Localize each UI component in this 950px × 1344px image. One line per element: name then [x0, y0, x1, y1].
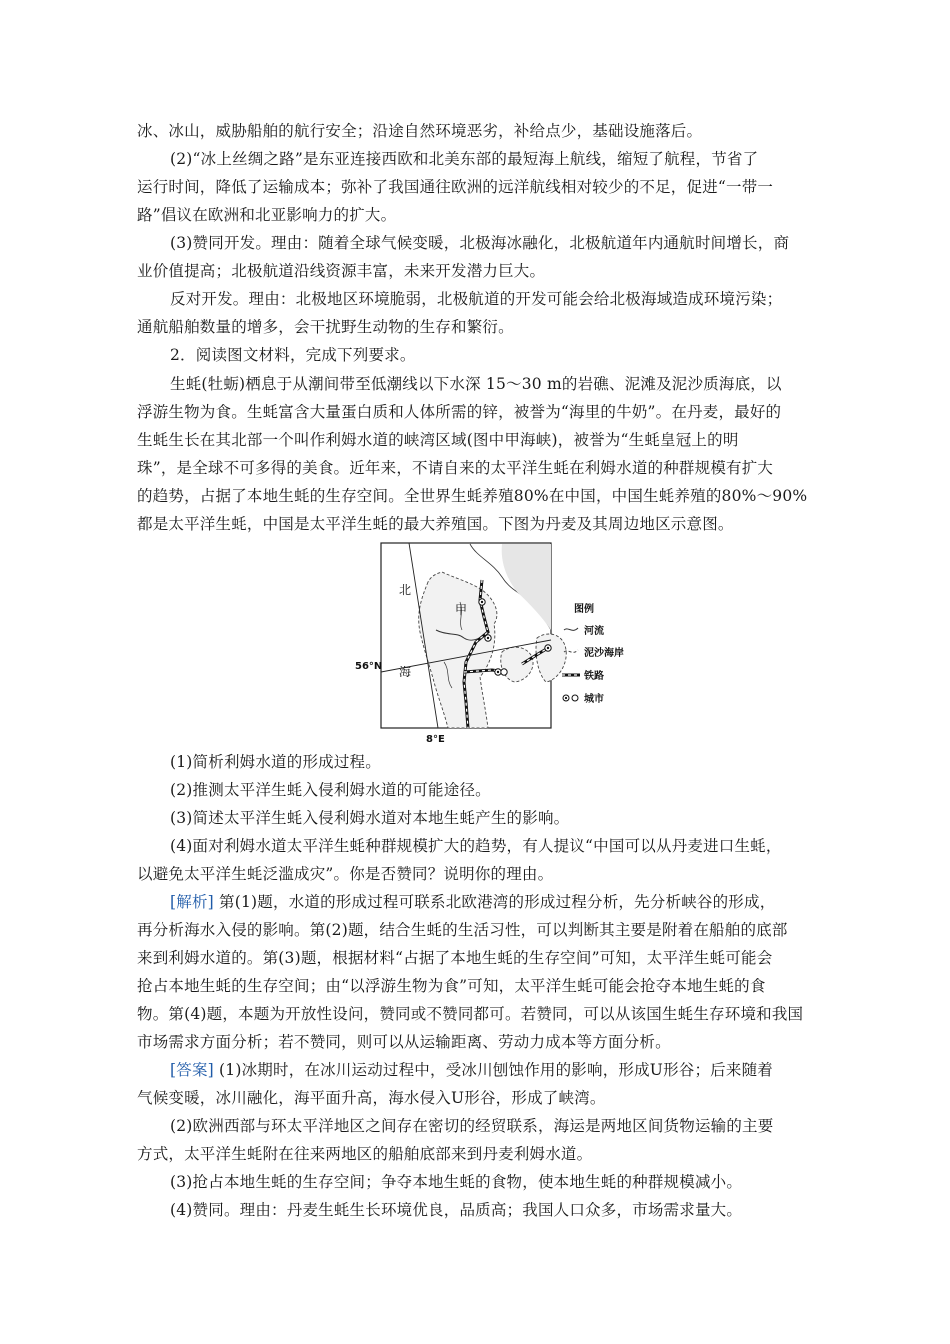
text-line: 物。第(4)题，本题为开放性设问，赞同或不赞同都可。若赞同，可以从该国生蚝生存环境和我国	[137, 1005, 804, 1023]
text-line: 生蚝(牡蛎)栖息于从潮间带至低潮线以下水深 15～30 m的岩礁、泥滩及泥沙质海底，以	[170, 375, 782, 393]
answer-text: (1)冰期时，在冰川运动过程中，受冰川刨蚀作用的影响，形成U形谷；后来随着	[219, 1061, 773, 1079]
analysis-text: 第(1)题，水道的形成过程可联系北欧港湾的形成过程分析，先分析峡谷的形成，	[219, 893, 776, 911]
longitude-label: 8°E	[426, 734, 445, 745]
text-line: 冰、冰山，威胁船舶的航行安全；沿途自然环境恶劣，补给点少，基础设施落后。	[137, 122, 703, 140]
text-line: (2)“冰上丝绸之路”是东亚连接西欧和北美东部的最短海上航线，缩短了航程，节省了	[170, 150, 759, 168]
text-line: 生蚝生长在其北部一个叫作利姆水道的峡湾区域(图中甲海峡)，被誉为“生蚝皇冠上的明	[137, 431, 739, 449]
answer-tag: [答案]	[170, 1061, 214, 1079]
text-line: 路”倡议在欧洲和北亚影响力的扩大。	[137, 206, 397, 224]
text-line: (3)赞同开发。理由：随着全球气候变暖，北极海冰融化，北极航道年内通航时间增长，商	[170, 234, 790, 252]
text-line: 以避免太平洋生蚝泛滥成灾”。你是否赞同？说明你的理由。	[137, 865, 554, 883]
text-line: 珠”，是全球不可多得的美食。近年来，不请自来的太平洋生蚝在利姆水道的种群规模有扩大	[137, 459, 774, 477]
legend-label: 铁路	[584, 671, 604, 682]
text-line: 再分析海水入侵的影响。第(2)题，结合生蚝的生活习性，可以判断其主要是附着在船舶的底部	[137, 921, 788, 939]
legend-label: 河流	[584, 626, 604, 637]
sub-question: (4)面对利姆水道太平洋生蚝种群规模扩大的趋势，有人提议“中国可以从丹麦进口生蚝，	[170, 837, 782, 855]
sub-question: (2)推测太平洋生蚝入侵利姆水道的可能途径。	[170, 781, 491, 799]
text-line: 反对开发。理由：北极地区环境脆弱，北极航道的开发可能会给北极海域造成环境污染；	[170, 290, 783, 308]
text-line: (3)抢占本地生蚝的生存空间；争夺本地生蚝的食物，使本地生蚝的种群规模减小。	[170, 1173, 743, 1191]
text-line: 的趋势，占据了本地生蚝的生存空间。全世界生蚝养殖80%在中国，中国生蚝养殖的80%～90%	[137, 487, 808, 505]
question-heading: 2．阅读图文材料，完成下列要求。	[170, 346, 416, 364]
latitude-label: 56°N	[355, 661, 383, 672]
text-line: 方式，太平洋生蚝附在往来两地区的船舶底部来到丹麦利姆水道。	[137, 1145, 593, 1163]
legend-title: 图例	[574, 604, 594, 615]
text-line: 气候变暖，冰川融化，海平面升高，海水侵入U形谷，形成了峡湾。	[137, 1089, 606, 1107]
analysis-line	[170, 891, 823, 913]
text-line: (2)欧洲西部与环太平洋地区之间存在密切的经贸联系，海运是两地区间货物运输的主要	[170, 1117, 774, 1135]
text-line: 抢占本地生蚝的生存空间；由“以浮游生物为食”可知，太平洋生蚝可能会抢夺本地生蚝的食	[137, 977, 766, 995]
sea-label: 北	[399, 583, 412, 597]
legend-label: 城市	[584, 694, 604, 705]
analysis-tag: [解析]	[170, 893, 214, 911]
sub-question: (1)简析利姆水道的形成过程。	[170, 753, 381, 771]
answer-line	[170, 1059, 823, 1081]
sea-label: 海	[399, 665, 412, 679]
city-marker	[501, 669, 507, 675]
sub-question: (3)简述太平洋生蚝入侵利姆水道对本地生蚝产生的影响。	[170, 809, 570, 827]
legend-river-icon	[564, 628, 578, 630]
legend-label: 泥沙海岸	[584, 648, 624, 659]
text-line: 来到利姆水道的。第(3)题，根据材料“占据了本地生蚝的生存空间”可知，太平洋生蚝可能会	[137, 949, 773, 967]
text-line: 通航船舶数量的增多，会干扰野生动物的生存和繁衍。	[137, 318, 514, 336]
text-line: 浮游生物为食。生蚝富含大量蛋白质和人体所需的锌，被誉为“海里的牛奶”。在丹麦，最好的	[137, 403, 782, 421]
text-line: 业价值提高；北极航道沿线资源丰富，未来开发潜力巨大。	[137, 262, 546, 280]
strait-label: 甲	[455, 603, 468, 617]
text-line: 都是太平洋生蚝，中国是太平洋生蚝的最大养殖国。下图为丹麦及其周边地区示意图。	[137, 515, 734, 533]
text-line: (4)赞同。理由：丹麦生蚝生长环境优良，品质高；我国人口众多，市场需求量大。	[170, 1201, 743, 1219]
text-line: 市场需求方面分析；若不赞同，则可以从运输距离、劳动力成本等方面分析。	[137, 1033, 671, 1051]
text-line: 运行时间，降低了运输成本；弥补了我国通往欧洲的远洋航线相对较少的不足，促进“一带一	[137, 178, 774, 196]
denmark-map-figure	[352, 542, 642, 747]
